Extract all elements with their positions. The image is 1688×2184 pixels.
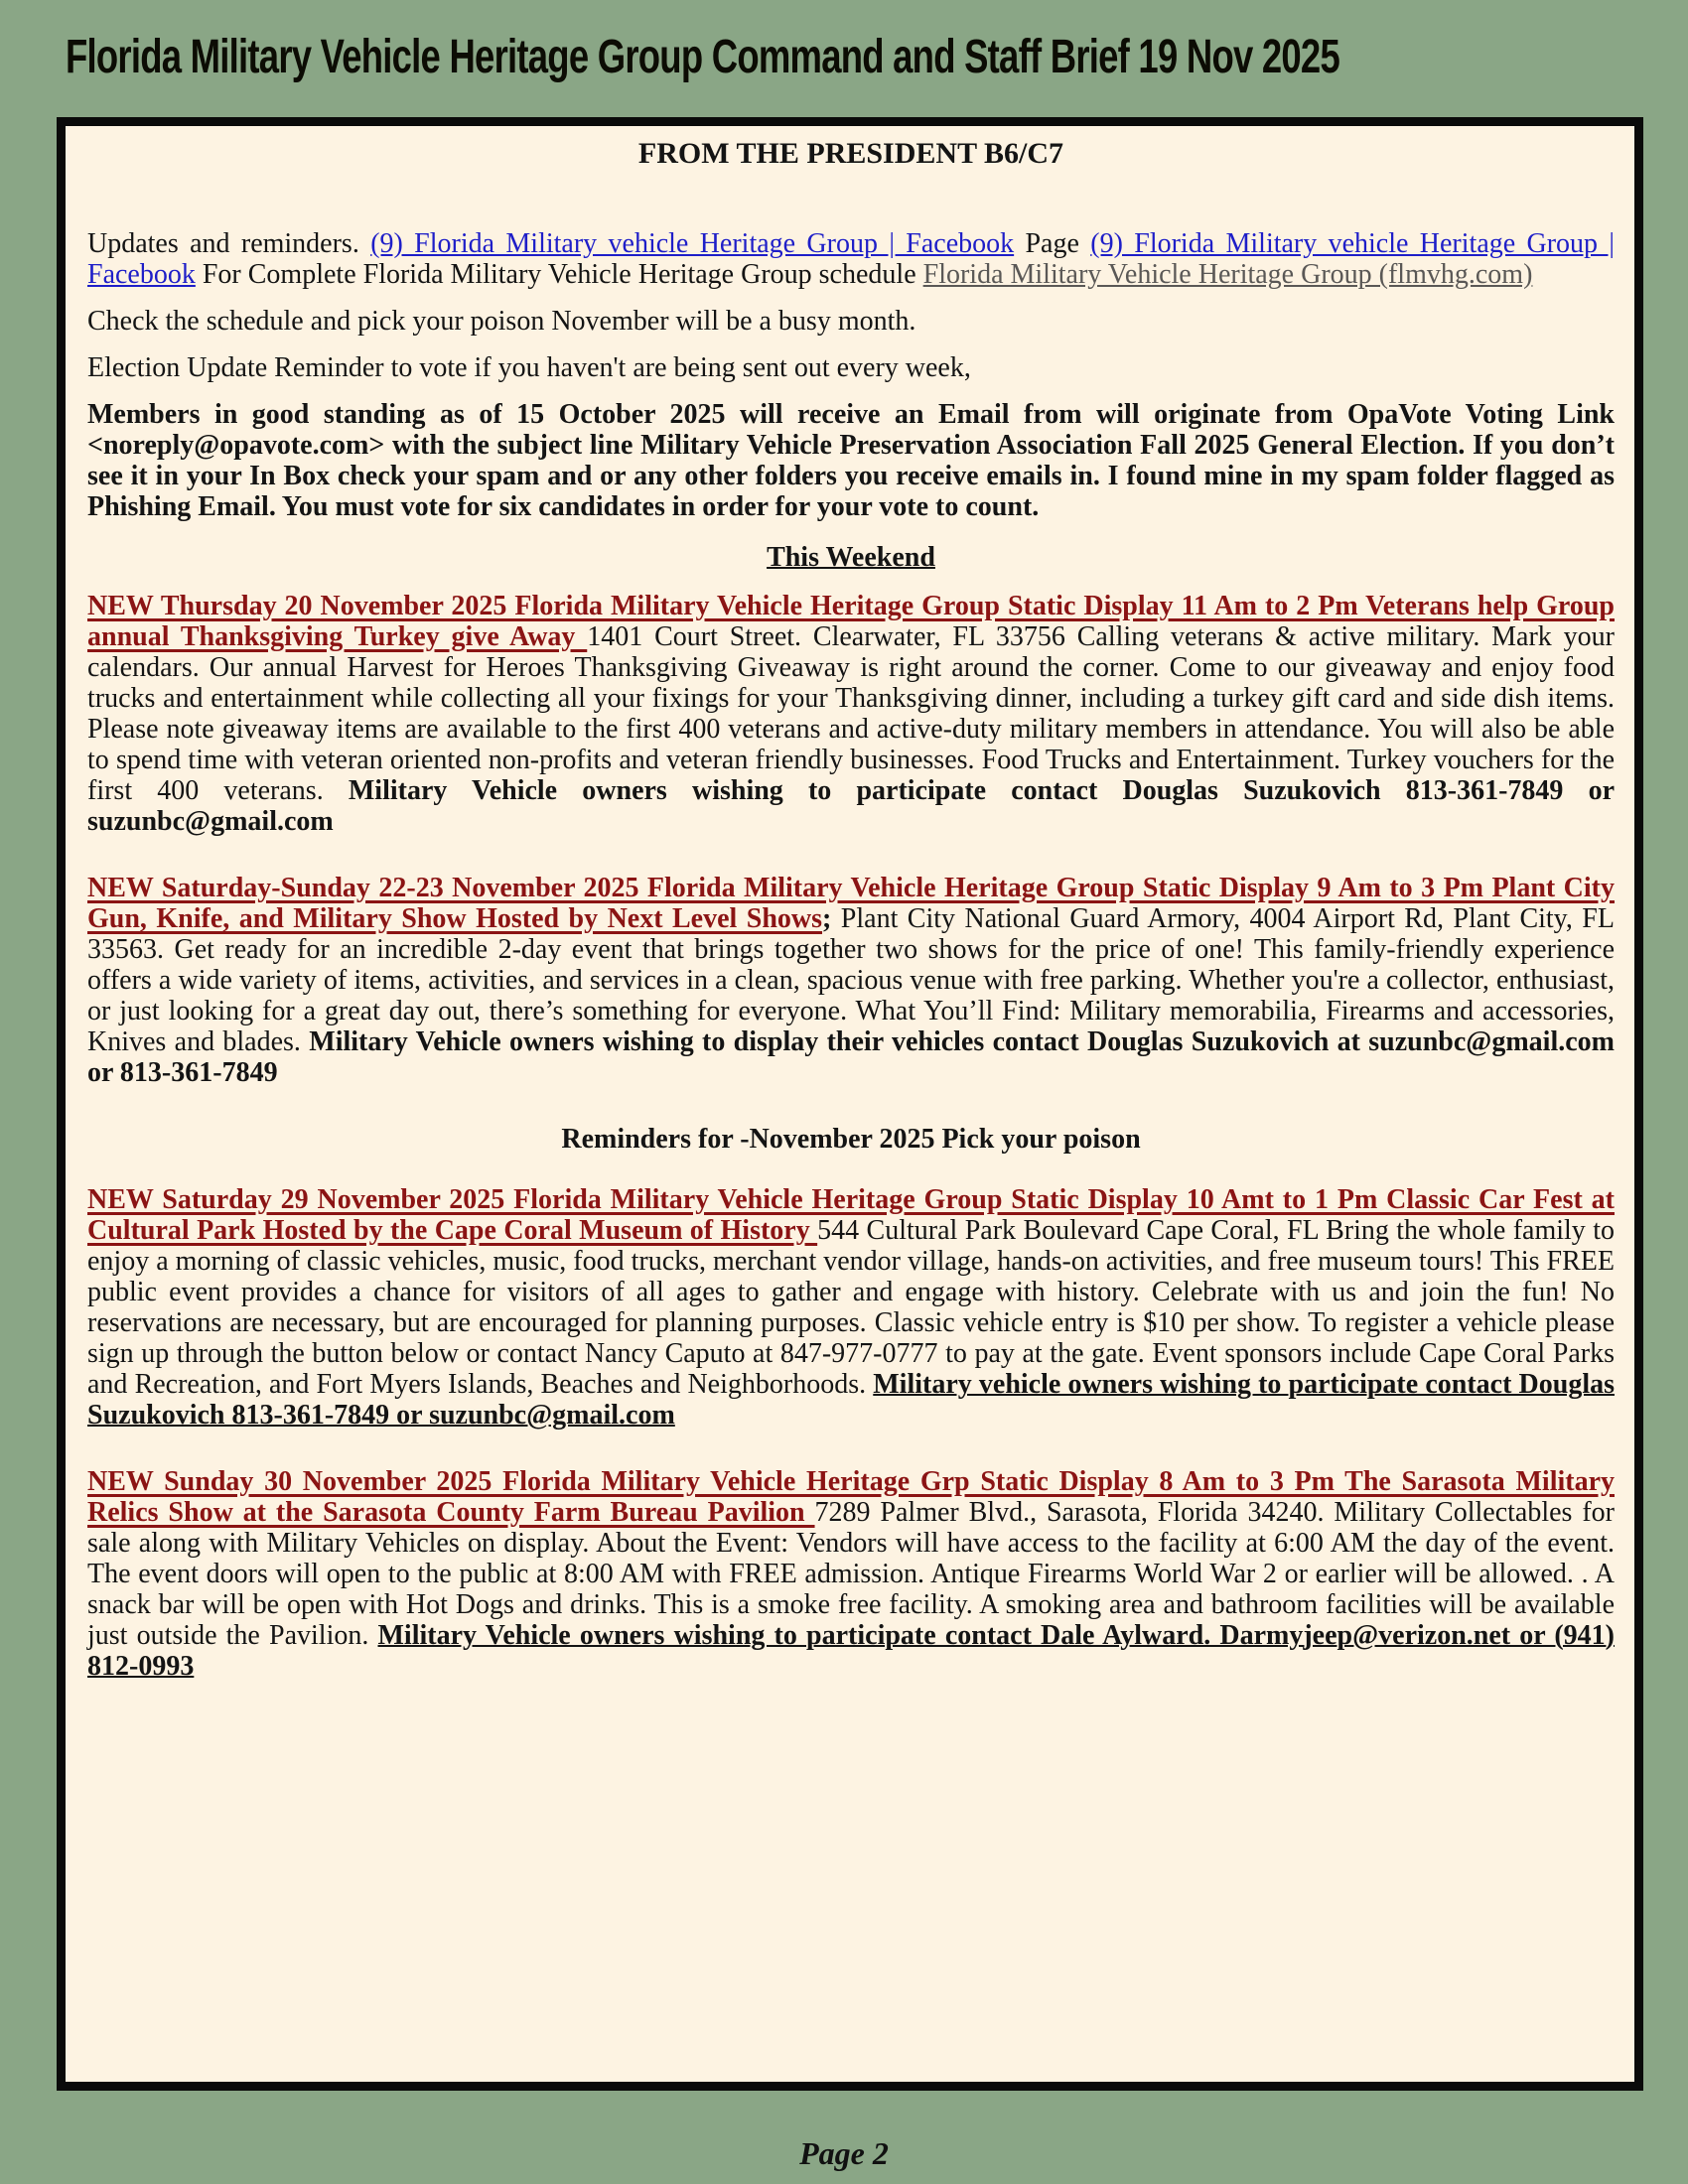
president-heading xyxy=(87,138,1615,169)
president-heading-text: FROM THE PRESIDENT B6/C7 xyxy=(637,137,1064,170)
intro-paragraph xyxy=(87,228,1615,290)
event-thursday-20-nov xyxy=(87,591,1615,837)
text-run: Page xyxy=(1014,228,1091,259)
page-number: Page 2 xyxy=(799,2135,889,2171)
event-heading: NEW Thursday 20 November 2025 Florida Military Vehicle Heritage Group Static Display 11 Am to 2 Pm Veterans help Group annual Thanksgiving Turkey give Away xyxy=(87,591,1615,652)
text-run: Updates and reminders. xyxy=(87,228,371,259)
contact-info: Military vehicle owners wishing to participate contact Douglas Suzukovich 813-361-7849 or suzunbc@gmail.com xyxy=(87,1369,1615,1431)
contact-info: Military Vehicle owners wishing to display their vehicles contact Douglas Suzukovich at suzunbc@gmail.com or 813-361-7849 xyxy=(87,1026,1615,1088)
text-run: For Complete Florida Military Vehicle Heritage Group schedule xyxy=(195,259,923,290)
this-weekend-heading xyxy=(87,542,1615,573)
text-run: Members in good standing as of 15 October 2025 will receive an Email from will originate from OpaVote Voting Link <noreply@opavote.com> with the subject line Military Vehicle Preservation Association Fall 2025 General Election. If you don’t see it in your In Box check your spam and or any other folders you receive emails in. I found mine in my spam folder flagged as Phishing Email. You must vote for six candidates in order for your vote to count. xyxy=(87,399,1615,522)
event-saturday-29-nov xyxy=(87,1184,1615,1431)
event-weekend-22-23-nov xyxy=(87,873,1615,1088)
schedule-note xyxy=(87,306,1615,337)
reminders-heading xyxy=(87,1124,1615,1155)
flmvhg-link[interactable]: Florida Military Vehicle Heritage Group (flmvhg.com) xyxy=(922,259,1533,290)
event-sunday-30-nov xyxy=(87,1466,1615,1682)
event-heading: NEW Saturday-Sunday 22-23 November 2025 Florida Military Vehicle Heritage Group Static Display 9 Am to 3 Pm Plant City Gun, Knife, and Military Show Hosted by Next Level Shows xyxy=(87,873,1615,934)
text-run: Plant City National Guard Armory, 4004 Airport Rd, Plant City, FL 33563. Get ready for an incredible 2-day event that brings together two shows for the price of one! This family-friendly experience offers a wide variety of items, activities, and services in a clean, spacious venue with free parking. Whether you're a collector, enthusiast, or just looking for a great day out, there’s something for everyone. What You’ll Find: Military memorabilia, Firearms and accessories, Knives and blades. xyxy=(87,903,1615,1057)
event-heading: NEW Saturday 29 November 2025 Florida Military Vehicle Heritage Group Static Display 10 Amt to 1 Pm Classic Car Fest at Cultural Park Hosted by the Cape Coral Museum of History xyxy=(87,1184,1615,1246)
this-weekend-text: This Weekend xyxy=(767,542,935,573)
page-title: Florida Military Vehicle Heritage Group Command and Staff Brief 19 Nov 2025 xyxy=(66,31,1339,83)
text-run: Election Update Reminder to vote if you haven't are being sent out every week, xyxy=(87,352,971,383)
document-body xyxy=(87,138,1615,1682)
text-run: ; xyxy=(822,903,832,934)
facebook-link[interactable]: (9) Florida Military vehicle Heritage Group | Facebook xyxy=(87,228,1616,290)
reminders-text: Reminders for -November 2025 Pick your poison xyxy=(561,1124,1141,1155)
text-run: Check the schedule and pick your poison November will be a busy month. xyxy=(87,306,916,337)
text-run: 544 Cultural Park Boulevard Cape Coral, FL Bring the whole family to enjoy a morning of classic vehicles, music, food trucks, merchant vendor village, hands-on activities, and free museum tours! This FREE public event provides a chance for visitors of all ages to gather and engage with history. Celebrate with us and join the fun! No reservations are necessary, but are encouraged for planning purposes. Classic vehicle entry is $10 per show. To register a vehicle please sign up through the button below or contact Nancy Caputo at 847-977-0777 to pay at the gate. Event sponsors include Cape Coral Parks and Recreation, and Fort Myers Islands, Beaches and Neighborhoods. xyxy=(87,1215,1615,1400)
event-heading: NEW Sunday 30 November 2025 Florida Military Vehicle Heritage Grp Static Display 8 Am to 3 Pm The Sarasota Military Relics Show at the Sarasota County Farm Bureau Pavilion xyxy=(87,1466,1615,1528)
text-run: 7289 Palmer Blvd., Sarasota, Florida 34240. Military Collectables for sale along with Military Vehicles on display. About the Event: Vendors will have access to the facility at 6:00 AM the day of the event. The event doors will open to the public at 8:00 AM with FREE admission. Antique Firearms World War 2 or earlier will be allowed. . A snack bar will be open with Hot Dogs and drinks. This is a smoke free facility. A smoking area and bathroom facilities will be available just outside the Pavilion. xyxy=(87,1497,1615,1651)
newsletter-page xyxy=(57,117,1643,2091)
election-update xyxy=(87,352,1615,383)
contact-info: Military Vehicle owners wishing to participate contact Douglas Suzukovich 813-361-7849 or suzunbc@gmail.com xyxy=(87,775,1615,837)
text-run: 1401 Court Street. Clearwater, FL 33756 Calling veterans & active military. Mark your calendars. Our annual Harvest for Heroes Thanksgiving Giveaway is right around the corner. Come to our giveaway and enjoy food trucks and entertainment while collecting all your fixings for your Thanksgiving dinner, including a turkey gift card and side dish items. Please note giveaway items are available to the first 400 veterans and active-duty military members in attendance. You will also be able to spend time with veteran oriented non-profits and veteran friendly businesses. Food Trucks and Entertainment. Turkey vouchers for the first 400 veterans. xyxy=(87,621,1615,806)
voting-notice xyxy=(87,399,1615,522)
contact-info: Military Vehicle owners wishing to participate contact Dale Aylward. Darmyjeep@verizon.net or (941) 812-0993 xyxy=(87,1620,1615,1682)
facebook-link[interactable]: (9) Florida Military vehicle Heritage Group | Facebook xyxy=(370,228,1015,259)
